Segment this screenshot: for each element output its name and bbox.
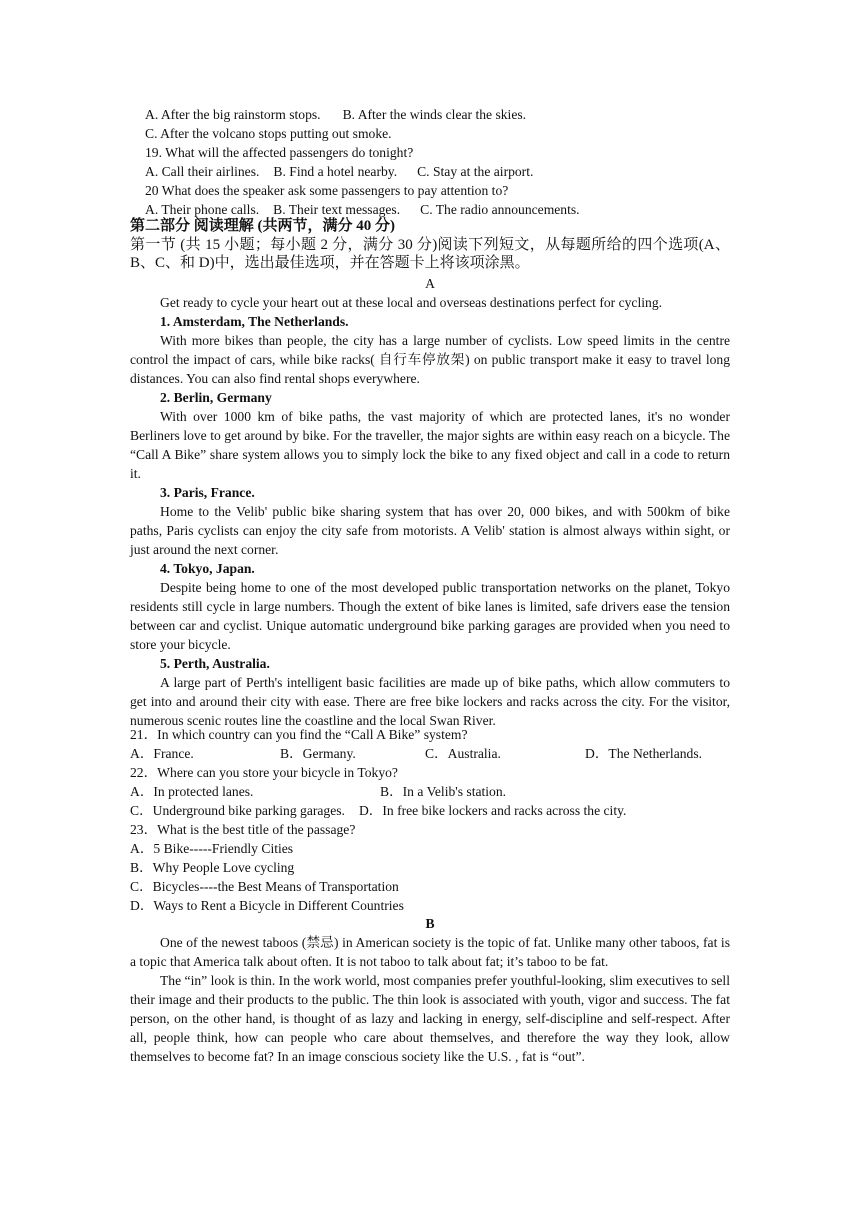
section-title: 3. Paris, France. xyxy=(160,485,255,500)
section-text: Home to the Velib' public bike sharing system that has over 20, 000 bikes, and with 500km of bike paths, Paris cyclists can enjoy the city safe from motorists. A Velib' station is almost always within sight, or just around the next corner. xyxy=(130,504,730,557)
q18-option-b: B. After the winds clear the skies. xyxy=(342,107,527,122)
q20-option-a: A. Their phone calls. xyxy=(145,202,260,217)
q19-stem-row xyxy=(130,143,730,162)
q22-option-d: D．In free bike lockers and racks across the city. xyxy=(358,803,627,818)
q20-option-b: B. Their text messages. xyxy=(273,202,401,217)
q22-option-b: B．In a Velib's station. xyxy=(380,784,507,799)
q18-option-c: C. After the volcano stops putting out smoke. xyxy=(145,126,392,141)
passage-b-paragraph-1: One of the newest taboos (禁忌) in American society is the topic of fat. Unlike many other taboos, fat is a topic that America talk about often. It is not taboo to talk about fat; it’s taboo to be fat. xyxy=(130,935,730,969)
q23-option-c: C．Bicycles----the Best Means of Transportation xyxy=(130,879,399,894)
q23-option-a: A．5 Bike-----Friendly Cities xyxy=(130,841,294,856)
part2-instructions: 第一节 (共 15 小题；每小题 2 分，满分 30 分)阅读下列短文，从每题所给的四个选项(A、B、C、和 D)中，选出最佳选项，并在答题卡上将该项涂黑。 xyxy=(130,237,730,271)
passage-b-body xyxy=(130,933,730,1066)
q19-option-a: A. Call their airlines. xyxy=(145,164,260,179)
q21-stem: 21．In which country can you find the “Call A Bike” system? xyxy=(130,727,468,742)
passage-a-intro: Get ready to cycle your heart out at these local and overseas destinations perfect for cycling. xyxy=(160,295,663,310)
passage-a-label: A xyxy=(425,276,435,291)
q18-option-c-row xyxy=(130,124,730,143)
q19-stem: 19. What will the affected passengers do tonight? xyxy=(145,145,414,160)
section-text: Despite being home to one of the most developed public transportation networks on the planet, Tokyo residents still cycle in large numbers. Though the extent of bike lanes is limited, safe drivers ease the tension between car and cyclist. Unique automatic underground bike parking garages are provided when you need to store your bicycle. xyxy=(130,580,730,652)
q23-option-b: B．Why People Love cycling xyxy=(130,860,295,875)
q20-stem-row xyxy=(130,181,730,200)
section-text: With over 1000 km of bike paths, the vast majority of which are protected lanes, it's no wonder Berliners love to get around by bike. For the traveller, the major sights are within easy reach on a bicycle. The “Call A Bike” share system allows you to simply lock the bike to any fixed object and call in a code to return it. xyxy=(130,409,730,481)
section-text: With more bikes than people, the city has a large number of cyclists. Low speed limits in the centre control the impact of cars, while bike racks( 自行车停放架) on public transport make it easy to travel long distances. You can also find rental shops everywhere. xyxy=(130,333,730,386)
passage-b-label: B xyxy=(425,916,435,931)
q21-option-d: D．The Netherlands. xyxy=(585,746,703,761)
q23-option-d: D．Ways to Rent a Bicycle in Different Countries xyxy=(130,898,404,913)
section-title: 1. Amsterdam, The Netherlands. xyxy=(160,314,349,329)
section-text: A large part of Perth's intelligent basic facilities are made up of bike paths, which allow commuters to get into and around their city with ease. There are free bike lockers and racks across the city. For the visitor, numerous scenic routes line the coastline and the local Swan River. xyxy=(130,675,730,728)
q19-option-c: C. Stay at the airport. xyxy=(417,164,534,179)
q22-options-cd xyxy=(130,801,730,820)
q21-option-b: B．Germany. xyxy=(280,746,356,761)
q22-stem: 22．Where can you store your bicycle in Tokyo? xyxy=(130,765,398,780)
q20-option-c: C. The radio announcements. xyxy=(420,202,580,217)
q22-option-c: C．Underground bike parking garages. xyxy=(130,803,345,818)
section-title: 2. Berlin, Germany xyxy=(160,390,272,405)
q20-stem: 20 What does the speaker ask some passengers to pay attention to? xyxy=(145,183,509,198)
q19-option-b: B. Find a hotel nearby. xyxy=(273,164,398,179)
q23-stem: 23．What is the best title of the passage? xyxy=(130,822,356,837)
q21-option-c: C．Australia. xyxy=(425,746,501,761)
q22-option-a: A．In protected lanes. xyxy=(130,784,254,799)
q18-option-a: A. After the big rainstorm stops. xyxy=(145,107,321,122)
section-title: 5. Perth, Australia. xyxy=(160,656,270,671)
passage-a-body xyxy=(130,293,730,730)
part2-heading: 第二部分 阅读理解 (共两节，满分 40 分) xyxy=(130,218,395,234)
q21-option-a: A．France. xyxy=(130,746,194,761)
passage-b-paragraph-2: The “in” look is thin. In the work world, most companies prefer youthful-looking, slim executives to sell their image and their products to the public. The thin look is associated with youth, vigor and success. The fat person, on the other hand, is thought of as lazy and lacking in energy, self-discipline and self-respect. After all, people think, how can people who care about themselves, and therefore the way they look, allow themselves to become fat? In an image conscious society like the U.S. , fat is “out”. xyxy=(130,973,730,1064)
q19-options xyxy=(130,162,730,181)
section-title: 4. Tokyo, Japan. xyxy=(160,561,255,576)
q18-options-ab xyxy=(130,105,730,124)
